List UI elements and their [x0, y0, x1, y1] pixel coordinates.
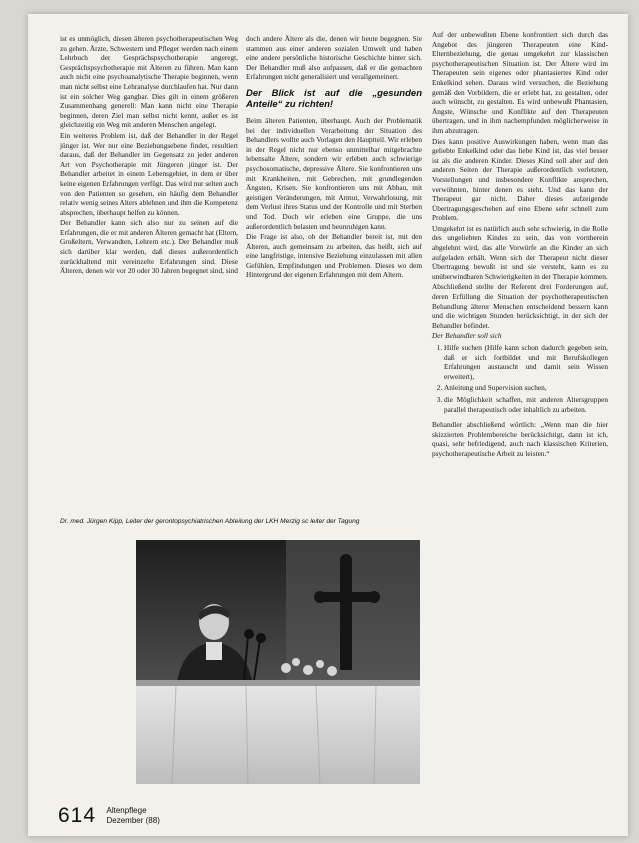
page-footer [58, 804, 160, 828]
list-item: 1. Hilfe suchen (Hilfe kann schon dadurch gegeben sein, daß er sich fortbildet und mit Berufskollegen Erfahrungen austauscht und damit sein Wissen erweitert), [444, 343, 608, 381]
tablecloth [136, 680, 420, 784]
closing-paragraph: Behandler abschließend wörtlich: „Wenn man die hier skizzierten Problembereiche berücksichtigt, dann ist ich, quasi, sehr befriedigend, auch nach klassischen Kriterien, psychotherapeutische Arbeit zu leisten.“ [432, 420, 608, 458]
photo-caption: Dr. med. Jürgen Kipp, Leiter der gerontopsychiatrischen Abteilung der LKH Merzig sc leiter der Tagung [60, 518, 360, 525]
journal-info [107, 806, 160, 826]
journal-name: Altenpflege [106, 806, 147, 815]
paragraph: Abschließend stellte der Referent drei Forderungen auf, deren Erfüllung die Situation der psychotherapeutischen Behandlung älterer Menschen entscheidend bessern kann und die wichtigen Stunden berücksichtigt, in der sich der Behandler befindet. [432, 282, 608, 330]
speaker-photo [136, 540, 420, 784]
demands-list [432, 343, 608, 414]
text-column-1 [60, 34, 238, 277]
list-intro: Der Behandler soll sich [432, 331, 502, 341]
magazine-page [28, 14, 628, 836]
paragraph: Der Behandler kann sich also nur zu seinen auf die Erfahrungen, die er mit anderen Älteren gemacht hat (Eltern, Großeltern, Verwandten, Lehrern etc.). Der Behandler muß sich darüber klar werden, daß dieses außerordentlich zurückhaltend mit vereinzelte Erfahrungen sind. Diese Älteren, denen wir vor 20 oder 30 Jahren begegnet sind, sind [60, 218, 238, 276]
paragraph: Umgekehrt ist es natürlich auch sehr schwierig, in die Rolle des ungeliebten Kindes zu sein, das von vornherein abgelehnt wird, das alle Vorwürfe an die Kinder an sich aufgeladen erhält. Wenn sich der Therapeut nicht dieser Übertragung bewußt ist und sie versteht, kann es zu unüberwindbaren Schwierigkeiten in der Therapie kommen. [432, 223, 608, 281]
photo-illustration [136, 540, 420, 784]
paragraph: Ein weiteres Problem ist, daß der Behandler in der Regel jünger ist. Wer nur eine Beziehungsebene findet, resultiert daraus, daß der Behandler im Gegensatz zu jeder anderen Art von Psychotherapie mit Jüngeren jünger ist. Der Behandler arbeitet in einem Lebensgebiet, in dem er über keine eigenen Erfahrungen verfügt. Das wird nur selten auch von den Patienten so gesehen, ein häufig dem Behandler relativ wenig seines Alters ablehnen und ihm die Kompetenz absprechen, überhaupt helfen zu können. [60, 130, 238, 217]
list-item: 3. die Möglichkeit schaffen, mit anderen Altersgruppen parallel therapeutisch oder inhaltlich zu arbeiten. [444, 395, 608, 414]
paragraph: doch andere Ältere als die, denen wir heute begegnen. Sie stammen aus einer anderen sozialen Umwelt und haben eine andere persönliche historische Geschichte hinter sich. Der Behandler muß also aufpassen, daß er die gemachten Erfahrungen nicht generalisiert und verallgemeinert. [246, 34, 422, 82]
subheading: Der Blick ist auf die „gesunden Anteile“ zu richten! [246, 87, 422, 110]
list-item: 2. Anleitung und Supervision suchen, [444, 383, 608, 393]
page-number: 614 [58, 804, 97, 827]
paragraph: ist es unmöglich, diesen älteren psychotherapeutischen Weg zu gehen. Ärzte, Schwestern und Pfleger werden nach einem Lehrbuch der Gesprächspsychotherapie angeregt, Gesprächspsychotherapie mit Älteren zu führen. Man kann auch nicht eine psychoanalytische Therapie beginnen, wenn man nicht selbst eine Lehranalyse durchlaufen hat. Nur dann ist ein solcher Weg gangbar. Dies gilt in einem größeren Zusammenhang generell: Man kann nicht eine Therapie beginnen, deren Ziel man selbst nicht kennt, außer es ist gleichzeitig ein Weg mit anderen Menschen angelegt. [60, 34, 238, 130]
paragraph: Dies kann positive Auswirkungen haben, wenn man das geliebte Enkelkind oder das liebe Kind ist, das viel besser ist als die anderen Kinder. Dieses Kind soll aber auf den anderen Seiten der Therapie außerordentlich verletzten, Vorstellungen und insbesondere Konflikte ansprechen, verwöhnten, hinter denen es steht. Und das kann der Therapeut gar nicht. Daher dieses aufzeigende Übertragungsgeschehen auf eine Ebene sehr schnell zum Problem. [432, 136, 608, 223]
paragraph: Auf der unbewußten Ebene konfrontiert sich durch das Angebot des jüngeren Therapeuten eine Kind-Elternbeziehung, die genau umgekehrt zur klassischen psychotherapeutischen Situation ist. Der Ältere wird im Therapeuten sein eigenes oder phantasiertes Kind oder Enkelkind sehen. Daraus wird versuchen, die Beziehung gemäß den Vorbildern, die er erlebt hat, zu gestalten, oder auch wünscht, zu gestalten. Es wird unbewußt Phantasien, Ängste, Wünsche und Konflikte auf den Therapeuten übertragen, und in ihm nachempfunden möglicherweise in ihm abzutragen. [432, 30, 608, 135]
text-column-2 [246, 34, 422, 281]
paragraph: Beim älteren Patienten, überhaupt. Auch der Problematik bei der individuellen Verarbeitung der Situation des Behandlers wollte auch Vorlagen den Hauptteil. Wir erleben in der Regel nicht nur ebenso unmittelbar mitgebrachte lebensalte Ältere, sondern wir erleben auch schwierige psychosomatische, depressive Ältere. Sie konfrontieren uns mit Krankheiten, mit Gebrechen, mit grundlegenden Ängsten, Krisen. Sie konfrontieren uns mit Abbau, mit geistigen Veränderungen, mit Armut, Verwahrlosung, mit dem Verlust ihres Status und der Kontrolle und mit Sterben und Tod. Doch wir erleben eine Gruppe, die uns außerordentlich belasten und beunruhigen kann. [246, 115, 422, 231]
journal-issue: Dezember (88) [106, 816, 160, 825]
paragraph: Die Frage ist also, ob der Behandler bereit ist, mit den Älteren, auch gemeinsam zu arbeiten, das heißt, sich auf eine langfristige, intensive Beziehung einzulassen mit allen Gefühlen, Empfindungen und Problemen. Dieses wo dem Hintergrund der eigenen Erfahrungen mit dem Altern. [246, 232, 422, 280]
text-column-3 [432, 30, 608, 460]
